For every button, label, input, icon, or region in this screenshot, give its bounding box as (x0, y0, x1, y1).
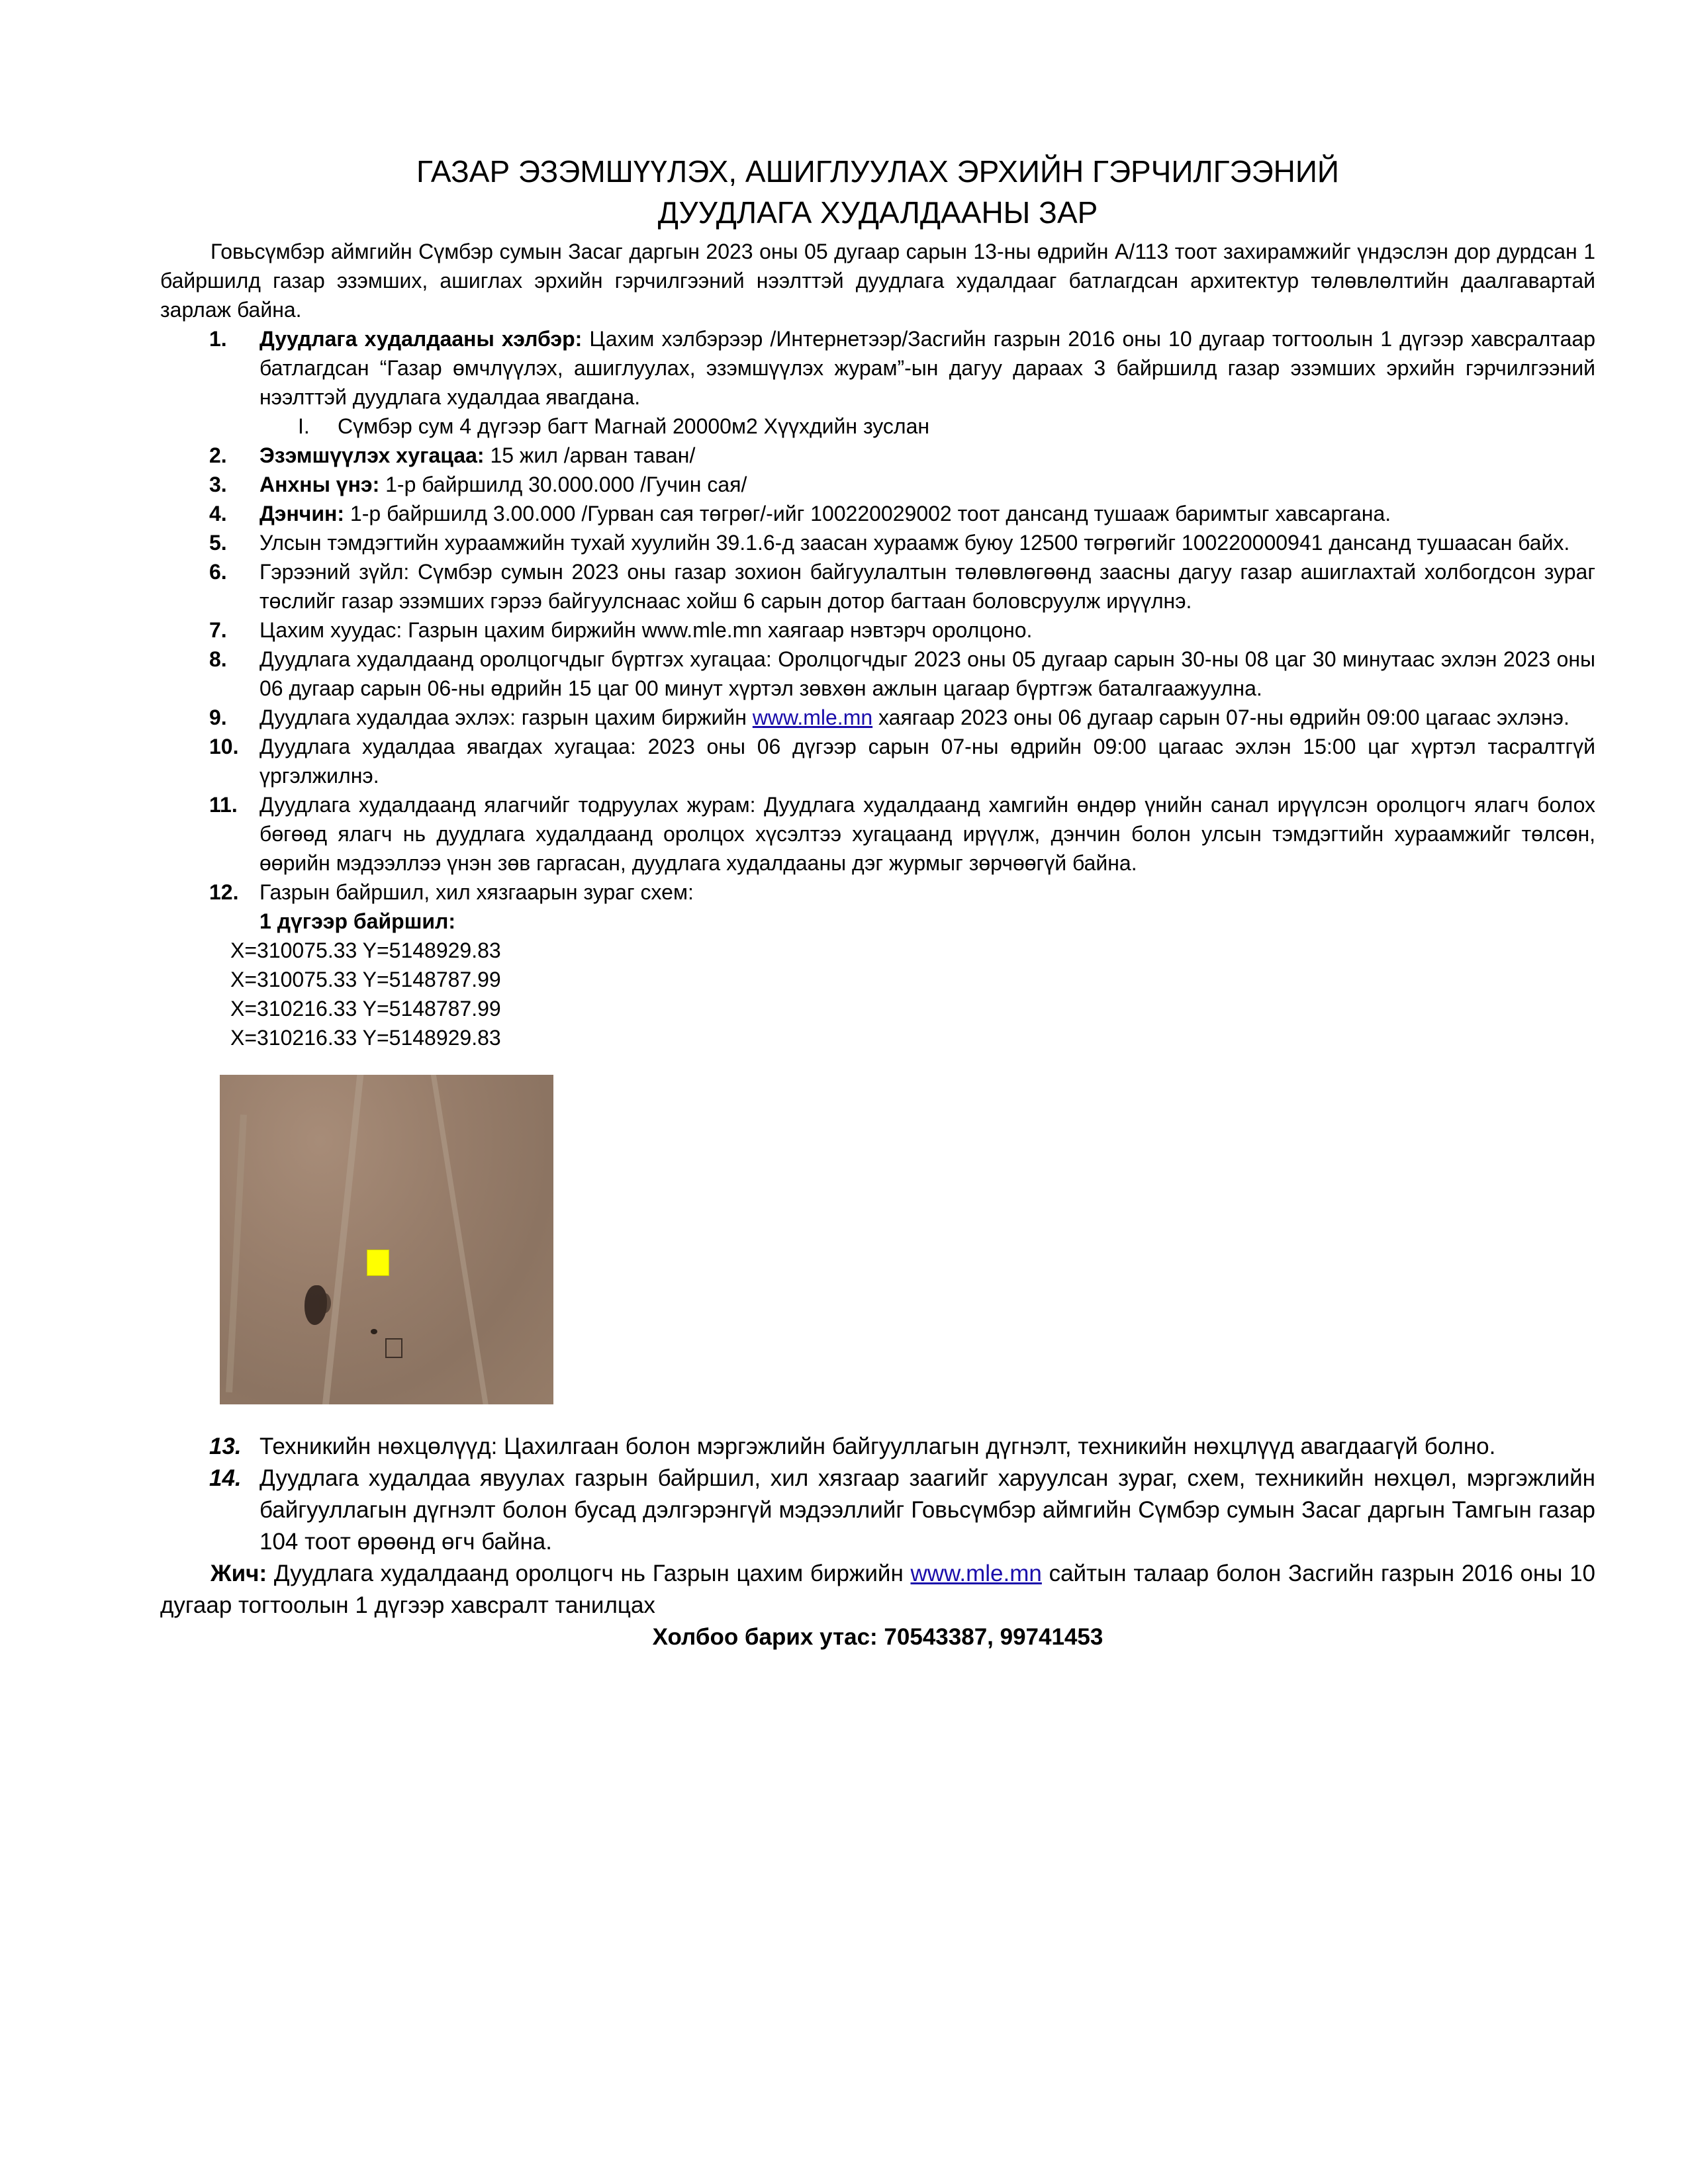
list-item-11 (160, 790, 1595, 878)
item-number: 4. (209, 502, 227, 525)
coordinate-row: X=310216.33 Y=5148929.83 (230, 1026, 501, 1050)
item-text: Цахим хэлбэрээр /Интернетээр/Засгийн газрын 2016 оны 10 дугаар тогтоолын 1 дүгээр хавсралтаар батлагдсан “Газар өмчлүүлэх, ашиглуулах, эзэмшүүлэх журам”-ын дагуу дараах 3 байршилд газар эзэмших эрхийн гэрчилгээний нээлттэй дуудлага худалдаа явагдана. (259, 327, 1596, 409)
list-item-10 (160, 732, 1595, 790)
coordinate-row: X=310075.33 Y=5148787.99 (230, 968, 501, 991)
item-number: 2. (209, 443, 227, 467)
note-paragraph (160, 1558, 1595, 1621)
item-label: Дуудлага худалдааны хэлбэр: (259, 327, 583, 351)
item-label: Эзэмшүүлэх хугацаа: (259, 443, 485, 467)
item-text: Дуудлага худалдаанд оролцогчдыг бүртгэх хугацаа: Оролцогчдыг 2023 оны 05 дугаар сарын 30-ны 08 цаг 30 минутаас эхлэн 2023 оны 06 дугаар сарын 06-ны өдрийн 15 цаг 00 минут хүртэл зөвхөн ажлын цагаар бүртгэж баталгаажуулна. (259, 647, 1595, 700)
note-text: Дуудлага худалдаанд оролцогч нь Газрын цахим биржийн (267, 1561, 911, 1586)
contact-phone: Холбоо барих утас: 70543387, 99741453 (652, 1624, 1103, 1650)
map-dark-feature (371, 1329, 377, 1334)
sub-item-number: I. (298, 414, 310, 438)
sub-item-text: Сүмбэр сум 4 дүгээр багт Магнай 20000м2 Хүүхдийн зуслан (338, 414, 930, 438)
conditions-list (160, 324, 1595, 907)
list-item-6 (160, 557, 1595, 615)
map-dark-feature (319, 1293, 331, 1313)
item-number: 10. (209, 735, 239, 758)
item-label: Анхны үнэ: (259, 473, 380, 496)
location-heading: 1 дүгээр байршил: (259, 909, 456, 933)
satellite-map-image (220, 1075, 553, 1404)
list-item-2 (160, 441, 1595, 470)
item-text: Дуудлага худалдаанд ялагчийг тодруулах журам: Дуудлага худалдаанд хамгийн өндөр үнийн санал ирүүлсэн оролцогч ялагч болох бөгөөд ялагч нь дуудлага худалдаанд оролцох хүсэлтээ хугацаанд ирүүлж, дэнчин болон улсын тэмдэгтийн хураамжийг төлсөн, өөрийн мэдээллээ үнэн зөв гаргасан, дуудлага худалдааны дэг журмыг зөрчөөгүй байна. (259, 793, 1595, 875)
mle-link[interactable]: www.mle.mn (910, 1561, 1042, 1586)
coordinate-row: X=310075.33 Y=5148929.83 (230, 938, 501, 962)
coordinate-row: X=310216.33 Y=5148787.99 (230, 997, 501, 1021)
item-number: 1. (209, 327, 227, 351)
note-text-after: сайтын талаар болон Засгийн газрын 2016 оны 10 дугаар тогтоолын 1 дүгээр хавсралт танилцах (160, 1561, 1595, 1618)
list-item-7 (160, 615, 1595, 645)
intro-paragraph: Говьсүмбэр аймгийн Сүмбэр сумын Засаг даргын 2023 оны 05 дугаар сарын 13-ны өдрийн А/113 тоот захирамжийг үндэслэн дор дурдсан 1 байршилд газар эзэмших, ашиглах эрхийн гэрчилгээний нээлттэй дуудлага худалдааг батлагдсан архитектур төлөвлөлтийн даалгавартай зарлаж байна. (160, 240, 1595, 322)
item-text: Цахим хуудас: Газрын цахим биржийн www.mle.mn хаягаар нэвтэрч оролцоно. (259, 618, 1033, 642)
item-number: 7. (209, 618, 227, 642)
item-text: Газрын байршил, хил хязгаарын зураг схем: (259, 880, 694, 904)
item-text-after: хаягаар 2023 оны 06 дугаар сарын 07-ны өдрийн 09:00 цагаас эхлэнэ. (872, 705, 1570, 729)
note-label: Жич: (211, 1561, 267, 1586)
map-track (226, 1115, 247, 1392)
list-item-13 (160, 1431, 1595, 1463)
item-text: 15 жил /арван таван/ (484, 443, 696, 467)
item-number: 9. (209, 705, 227, 729)
item-number: 5. (209, 531, 227, 555)
item-text: Улсын тэмдэгтийн хураамжийн тухай хуулийн 39.1.6-д заасан хураамж буюу 12500 төгрөгийг 100220000941 дансанд тушаасан байх. (259, 531, 1570, 555)
item-text: Техникийн нөхцөлүүд: Цахилгаан болон мэргэжлийн байгууллагын дүгнэлт, техникийн нөхцлүүд авагдаагүй болно. (259, 1433, 1496, 1459)
list-item-9 (160, 703, 1595, 732)
item-number: 12. (209, 880, 239, 904)
list-item-5 (160, 528, 1595, 557)
item-text: Дуудлага худалдаа явуулах газрын байршил, хил хязгаар заагийг харуулсан зураг, схем, техникийн нөхцөл, мэргэжлийн байгууллагын дүгнэлт болон бусад дэлгэрэнгүй мэдээллийг Говьсүмбэр аймгийн Сүмбэр сумын Засаг даргын Тамгын газар 104 тоот өрөөнд өгч байна. (259, 1465, 1595, 1555)
list-item-8 (160, 645, 1595, 703)
item-text: Дуудлага худалдаа эхлэх: газрын цахим биржийн (259, 705, 753, 729)
title-line-1: ГАЗАР ЭЗЭМШҮҮЛЭХ, АШИГЛУУЛАХ ЭРХИЙН ГЭРЧИЛГЭЭНИЙ (416, 154, 1339, 189)
item-text: Гэрээний зүйл: Сүмбэр сумын 2023 оны газар зохион байгуулалтын төлөвлөгөөнд заасны дагуу газар ашиглахтай холбогдсон зураг төслийг газар эзэмших гэрээ байгуулснаас хойш 6 сарын дотор багтаан боловсруулж ирүүлнэ. (259, 560, 1595, 613)
list-item-14 (160, 1463, 1595, 1558)
final-items (160, 1431, 1595, 1653)
document-page (160, 151, 1595, 1653)
item-number: 6. (209, 560, 227, 584)
item-label: Дэнчин: (259, 502, 345, 525)
map-track (429, 1075, 492, 1404)
item-number: 3. (209, 473, 227, 496)
item-number: 11. (209, 793, 238, 817)
coordinate-list (160, 936, 1595, 1052)
list-item-12 (160, 878, 1595, 907)
item-text: 1-р байршилд 3.00.000 /Гурван сая төгрөг/-ийг 100220029002 тоот дансанд тушааж баримтыг хавсаргана. (344, 502, 1391, 525)
item-text: Дуудлага худалдаа явагдах хугацаа: 2023 оны 06 дүгээр сарын 07-ны өдрийн 09:00 цагаас эхлэн 15:00 цаг хүртэл тасралтгүй үргэлжилнэ. (259, 735, 1595, 788)
list-item-3 (160, 470, 1595, 499)
document-title (160, 151, 1595, 233)
sub-item-location (160, 412, 1595, 441)
title-line-2: ДУУДЛАГА ХУДАЛДААНЫ ЗАР (657, 195, 1098, 230)
map-enclosure (385, 1338, 402, 1358)
list-item-4 (160, 499, 1595, 528)
list-item-1 (160, 324, 1595, 412)
map-track (320, 1075, 365, 1404)
item-text: 1-р байршилд 30.000.000 /Гучин сая/ (379, 473, 747, 496)
land-plot-marker (367, 1250, 389, 1276)
item-number: 13. (209, 1433, 242, 1459)
item-number: 8. (209, 647, 227, 671)
mle-link[interactable]: www.mle.mn (752, 705, 873, 729)
item-number: 14. (209, 1465, 242, 1491)
